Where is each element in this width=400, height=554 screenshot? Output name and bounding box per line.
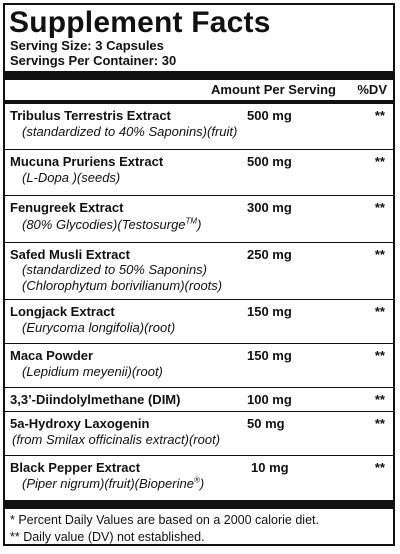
dv-header: %DV <box>357 82 387 97</box>
ingredient-detail: (Eurycoma longifolia)(root) <box>22 320 176 335</box>
ingredient-detail: (from Smilax officinalis extract)(root) <box>12 432 221 447</box>
ingredient-row <box>5 104 393 150</box>
amount-header: Amount Per Serving <box>211 82 336 97</box>
ingredient-dv: ** <box>374 108 385 123</box>
ingredient-name: Fenugreek Extract <box>10 200 124 215</box>
ingredient-amount: 10 mg <box>251 460 289 475</box>
ingredient-amount: 150 mg <box>247 348 292 363</box>
ingredient-amount: 100 mg <box>247 392 292 407</box>
ingredient-dv: ** <box>374 247 385 262</box>
ingredient-row <box>5 196 393 243</box>
trademark-mark: TM <box>185 216 198 226</box>
ingredient-name: Black Pepper Extract <box>10 460 141 475</box>
registered-mark: ® <box>193 475 200 485</box>
footnote-percent-dv: * Percent Daily Values are based on a 2000 calorie diet. <box>10 513 319 527</box>
ingredient-dv: ** <box>374 304 385 319</box>
ingredient-dv: ** <box>374 348 385 363</box>
ingredient-dv: ** <box>374 154 385 169</box>
ingredient-row <box>5 412 393 456</box>
ingredient-row <box>5 243 393 300</box>
thick-divider <box>5 71 393 80</box>
ingredient-name: 5a-Hydroxy Laxogenin <box>10 416 150 431</box>
ingredient-amount: 500 mg <box>247 108 292 123</box>
column-header <box>5 80 393 100</box>
ingredient-row <box>5 150 393 196</box>
ingredient-name: Tribulus Terrestris Extract <box>10 108 171 123</box>
ingredient-name: Longjack Extract <box>10 304 115 319</box>
ingredient-dv: ** <box>374 200 385 215</box>
ingredient-row <box>5 344 393 388</box>
ingredient-detail: (Piper nigrum)(fruit)(Bioperine®) <box>22 475 205 491</box>
serving-size: Serving Size: 3 Capsules <box>10 38 164 53</box>
supplement-facts-panel <box>3 3 395 546</box>
ingredient-amount: 300 mg <box>247 200 292 215</box>
ingredient-dv: ** <box>374 416 385 431</box>
footnote-dv-not-established: ** Daily value (DV) not established. <box>10 530 205 544</box>
ingredient-detail: (Lepidium meyenii)(root) <box>22 364 163 379</box>
ingredient-name: 3,3’-Diindolylmethane (DIM) <box>10 392 181 407</box>
ingredient-detail: (standardized to 40% Saponins)(fruit) <box>22 124 238 139</box>
ingredient-detail: (standardized to 50% Saponins) <box>22 262 208 277</box>
ingredient-row <box>5 300 393 344</box>
ingredient-amount: 500 mg <box>247 154 292 169</box>
servings-per-container: Servings Per Container: 30 <box>10 53 177 68</box>
ingredient-name: Mucuna Pruriens Extract <box>10 154 164 169</box>
ingredient-amount: 250 mg <box>247 247 292 262</box>
ingredient-name: Maca Powder <box>10 348 94 363</box>
ingredient-amount: 150 mg <box>247 304 292 319</box>
ingredient-row <box>5 388 393 412</box>
ingredient-dv: ** <box>374 392 385 407</box>
ingredient-detail: (L-Dopa )(seeds) <box>22 170 121 185</box>
ingredient-detail: (Chlorophytum borivilianum)(roots) <box>22 278 223 293</box>
ingredient-amount: 50 mg <box>247 416 285 431</box>
ingredient-detail: (80% Glycodies)(Testosurge™) <box>22 216 202 232</box>
ingredient-dv: ** <box>374 460 385 475</box>
footer-divider <box>5 500 393 509</box>
ingredient-row <box>5 456 393 500</box>
footnotes <box>5 509 393 546</box>
panel-title: Supplement Facts <box>9 6 271 39</box>
ingredient-name: Safed Musli Extract <box>10 247 130 262</box>
